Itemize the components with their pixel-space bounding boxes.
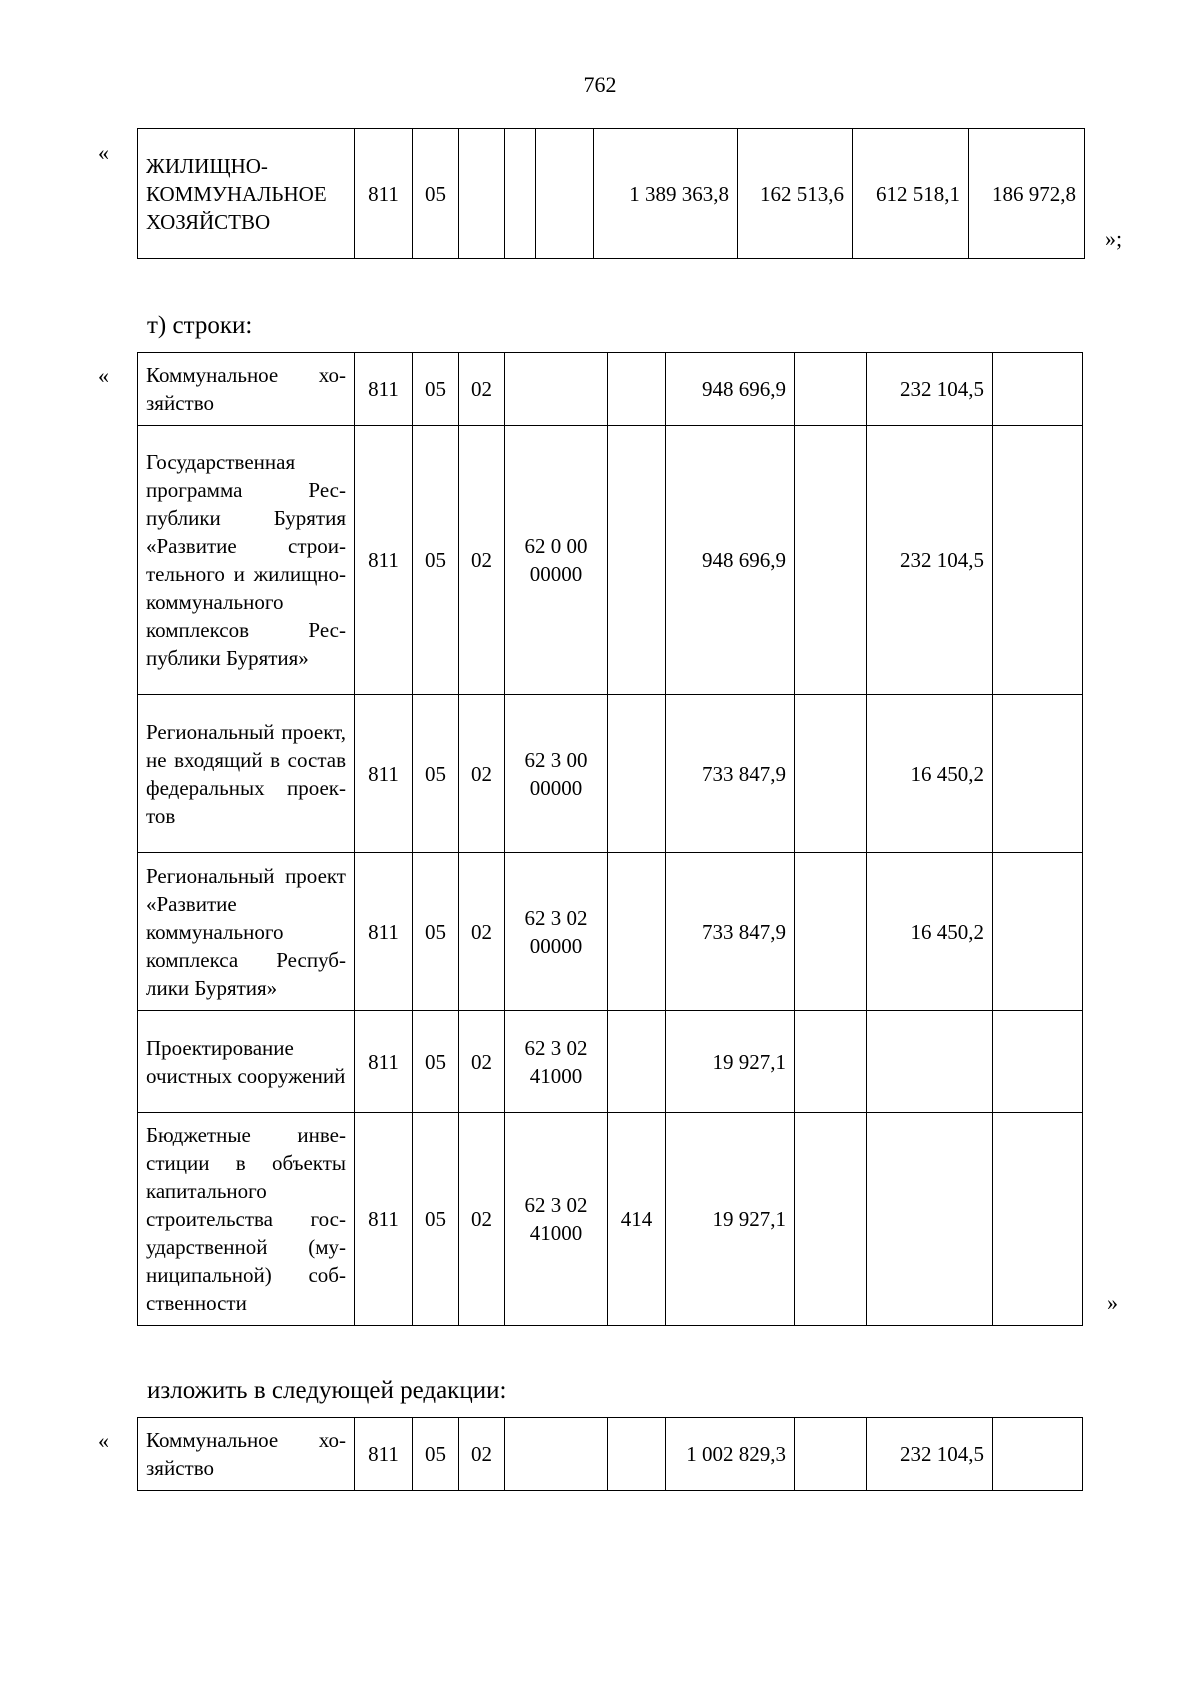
page-number: 762 xyxy=(583,72,617,97)
amount-3: 232 104,5 xyxy=(867,426,993,695)
ministry-code: 811 xyxy=(355,1418,413,1491)
expense-type xyxy=(608,853,666,1011)
target-article: 62 3 00 00000 xyxy=(505,695,608,853)
amount-4 xyxy=(993,1113,1083,1326)
table-row xyxy=(138,353,1083,426)
amount-4 xyxy=(993,353,1083,426)
row-name: Региональный проект «Развитие коммунального комплекса Республики Бурятия» xyxy=(138,853,355,1011)
table-rows-new xyxy=(137,1417,1083,1491)
row-name: ЖИЛИЩНО-КОММУНАЛЬНОЕ ХОЗЯЙСТВО xyxy=(138,129,355,259)
amount-4 xyxy=(993,1011,1083,1113)
section-code: 05 xyxy=(413,1113,459,1326)
heading-replace: изложить в следующей редакции: xyxy=(147,1377,507,1404)
section-code: 05 xyxy=(413,1418,459,1491)
subsection-code: 02 xyxy=(459,853,505,1011)
subsection-code: 02 xyxy=(459,1113,505,1326)
amount-2 xyxy=(795,853,867,1011)
expense-type xyxy=(608,426,666,695)
row-name: Региональный проект, не входящий в состав федеральных проектов xyxy=(138,695,355,853)
table-row xyxy=(138,695,1083,853)
table-row xyxy=(138,1418,1083,1491)
subsection-code xyxy=(459,129,505,259)
amount-2 xyxy=(795,426,867,695)
opening-quote: « xyxy=(98,363,109,388)
expense-type xyxy=(608,353,666,426)
subsection-code: 02 xyxy=(459,1418,505,1491)
section-code: 05 xyxy=(413,426,459,695)
expense-type xyxy=(536,129,594,259)
amount-3 xyxy=(867,1011,993,1113)
expense-type xyxy=(608,1011,666,1113)
subsection-code: 02 xyxy=(459,695,505,853)
section-code: 05 xyxy=(413,853,459,1011)
amount-total: 1 389 363,8 xyxy=(594,129,738,259)
target-article xyxy=(505,1418,608,1491)
table-row xyxy=(138,853,1083,1011)
section-code: 05 xyxy=(413,1011,459,1113)
target-article: 62 3 02 41000 xyxy=(505,1113,608,1326)
amount-2: 162 513,6 xyxy=(738,129,853,259)
amount-3 xyxy=(867,1113,993,1326)
ministry-code: 811 xyxy=(355,1011,413,1113)
amount-3: 612 518,1 xyxy=(853,129,969,259)
amount-4 xyxy=(993,695,1083,853)
subsection-code: 02 xyxy=(459,1011,505,1113)
amount-3: 232 104,5 xyxy=(867,353,993,426)
target-article xyxy=(505,353,608,426)
expense-type: 414 xyxy=(608,1113,666,1326)
amount-2 xyxy=(795,1113,867,1326)
heading-t: т) строки: xyxy=(147,312,253,339)
amount-2 xyxy=(795,1011,867,1113)
amount-total: 733 847,9 xyxy=(666,853,795,1011)
table-housing-header xyxy=(137,128,1085,259)
target-article: 62 3 02 00000 xyxy=(505,853,608,1011)
row-name: Проектирование очистных сооружений xyxy=(138,1011,355,1113)
row-name: Коммунальное хозяйство xyxy=(138,1418,355,1491)
amount-total: 1 002 829,3 xyxy=(666,1418,795,1491)
target-article: 62 3 02 41000 xyxy=(505,1011,608,1113)
table-row xyxy=(138,426,1083,695)
amount-total: 948 696,9 xyxy=(666,426,795,695)
row-name: Государственная программа Республики Бурятия «Развитие строительного и жилищно-коммунального комплексов Республики Бурятия» xyxy=(138,426,355,695)
row-name: Бюджетные инвестиции в объекты капитального строительства государственной (муниципальной) собственности xyxy=(138,1113,355,1326)
amount-total: 19 927,1 xyxy=(666,1113,795,1326)
amount-2 xyxy=(795,695,867,853)
amount-total: 733 847,9 xyxy=(666,695,795,853)
row-name: Коммунальное хозяйство xyxy=(138,353,355,426)
expense-type xyxy=(608,695,666,853)
amount-total: 948 696,9 xyxy=(666,353,795,426)
table-rows-original xyxy=(137,352,1083,1326)
amount-4: 186 972,8 xyxy=(969,129,1085,259)
ministry-code: 811 xyxy=(355,353,413,426)
closing-quote: »; xyxy=(1105,226,1123,251)
ministry-code: 811 xyxy=(355,426,413,695)
target-article xyxy=(505,129,536,259)
table-row xyxy=(138,1113,1083,1326)
amount-total: 19 927,1 xyxy=(666,1011,795,1113)
target-article: 62 0 00 00000 xyxy=(505,426,608,695)
ministry-code: 811 xyxy=(355,853,413,1011)
amount-2 xyxy=(795,353,867,426)
closing-quote: » xyxy=(1107,1290,1118,1315)
opening-quote: « xyxy=(98,140,109,165)
subsection-code: 02 xyxy=(459,426,505,695)
section-code: 05 xyxy=(413,695,459,853)
amount-3: 16 450,2 xyxy=(867,695,993,853)
ministry-code: 811 xyxy=(355,695,413,853)
opening-quote: « xyxy=(98,1428,109,1453)
ministry-code: 811 xyxy=(355,129,413,259)
amount-4 xyxy=(993,853,1083,1011)
table-row xyxy=(138,129,1085,259)
amount-4 xyxy=(993,1418,1083,1491)
table-row xyxy=(138,1011,1083,1113)
ministry-code: 811 xyxy=(355,1113,413,1326)
amount-3: 232 104,5 xyxy=(867,1418,993,1491)
section-code: 05 xyxy=(413,129,459,259)
expense-type xyxy=(608,1418,666,1491)
subsection-code: 02 xyxy=(459,353,505,426)
amount-3: 16 450,2 xyxy=(867,853,993,1011)
amount-4 xyxy=(993,426,1083,695)
amount-2 xyxy=(795,1418,867,1491)
section-code: 05 xyxy=(413,353,459,426)
